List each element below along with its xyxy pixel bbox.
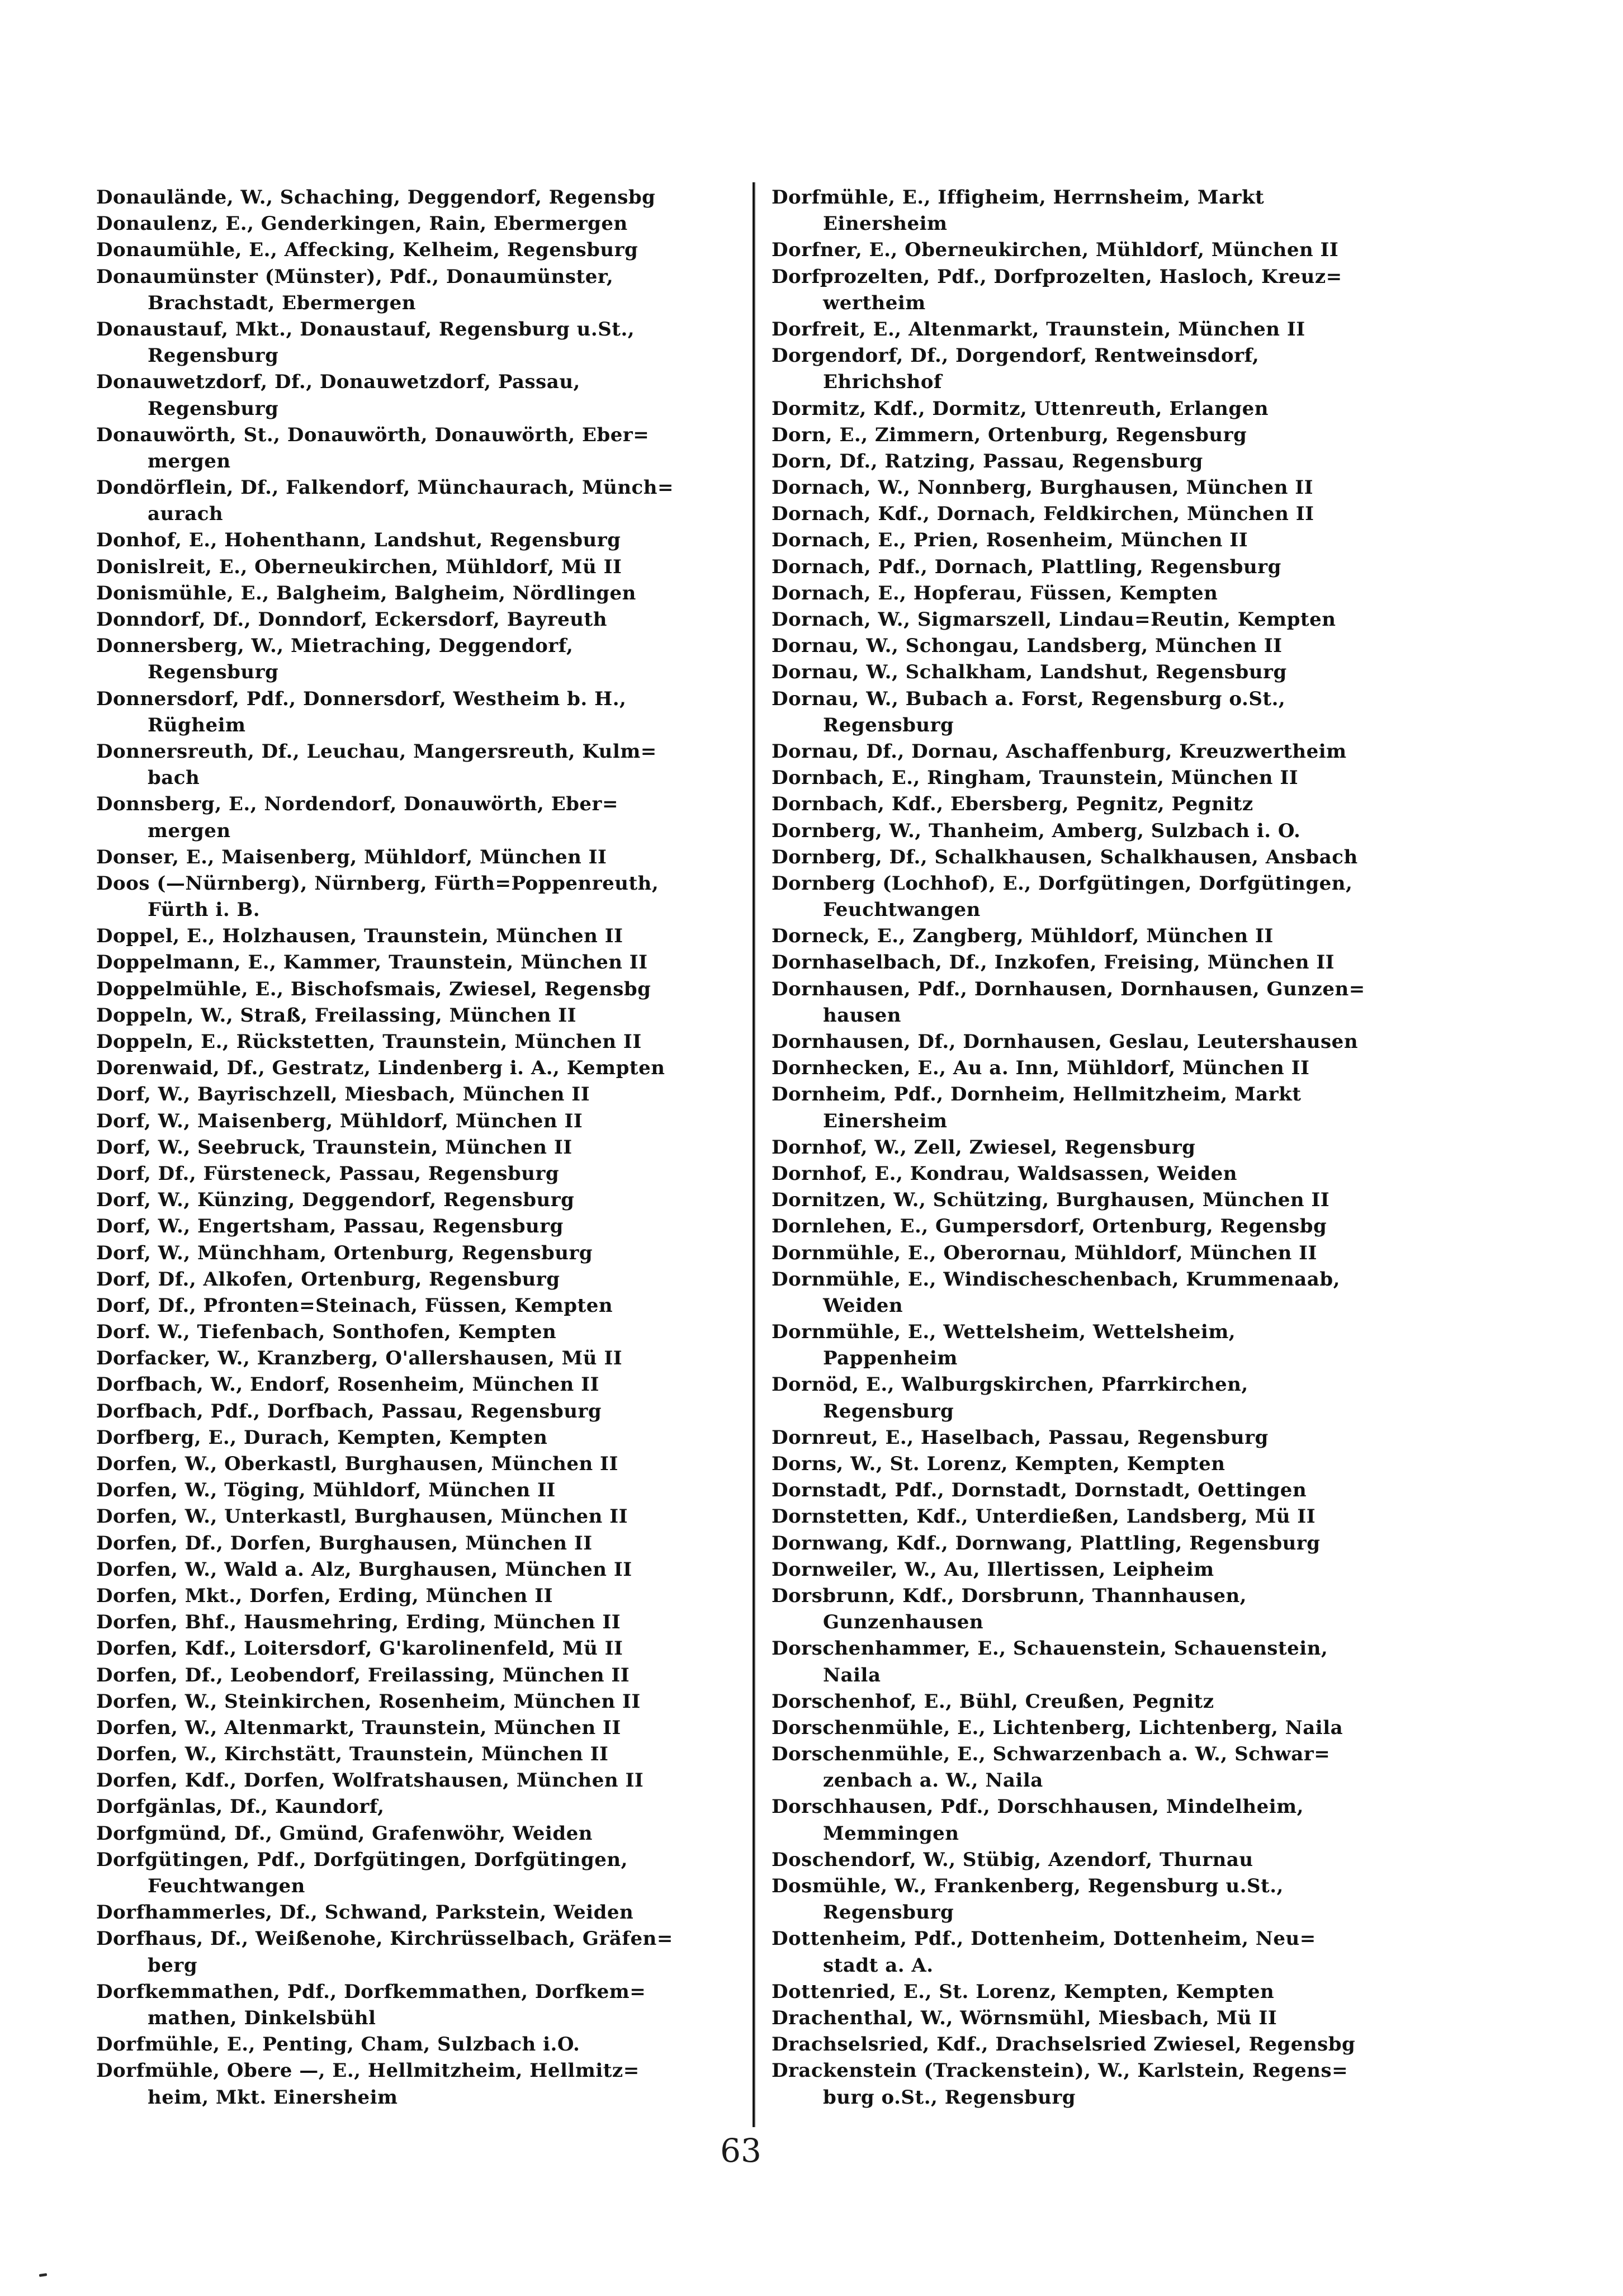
entry-line: Doppeln, W., Straß, Freilassing, München II (96, 1004, 577, 1027)
entry-line: Dormitz, Kdf., Dormitz, Uttenreuth, Erlangen (772, 397, 1269, 420)
entry-continuation-line: Feuchtwangen (148, 1875, 305, 1897)
entry-continuation-line: Weiden (823, 1294, 903, 1317)
entry-line: Donauwörth, St., Donauwörth, Donauwörth, Eber= (96, 423, 650, 446)
entry-continuation-line: zenbach a. W., Naila (823, 1769, 1043, 1792)
entry-line: Dorfberg, E., Durach, Kempten, Kempten (96, 1426, 548, 1449)
entry-line: Dorf, W., Maisenberg, Mühldorf, München II (96, 1109, 583, 1132)
entry-line: Dornstetten, Kdf., Unterdießen, Landsberg, Mü II (772, 1505, 1316, 1528)
entry-continuation-line: aurach (148, 503, 224, 526)
entry-line: Dornach, W., Sigmarszell, Lindau=Reutin, Kempten (772, 608, 1336, 631)
entry-line: Doppel, E., Holzhausen, Traunstein, München II (96, 925, 623, 948)
entry-line: Dondörflein, Df., Falkendorf, Münchaurach, Münch= (96, 476, 674, 499)
entry-line: Dorfen, Mkt., Dorfen, Erding, München II (96, 1584, 553, 1607)
entry-line: Dornitzen, W., Schützing, Burghausen, München II (772, 1189, 1330, 1212)
entry-line: Donauwetzdorf, Df., Donauwetzdorf, Passau, (96, 371, 580, 394)
entry-line: Dorfmühle, E., Penting, Cham, Sulzbach i.O. (96, 2033, 580, 2056)
entry-line: Drachenthal, W., Wörnsmühl, Miesbach, Mü II (772, 2006, 1277, 2029)
entry-line: Dorneck, E., Zangberg, Mühldorf, München II (772, 925, 1274, 948)
entry-line: Doppelmann, E., Kammer, Traunstein, München II (96, 951, 648, 974)
entry-line: Dorschenmühle, E., Schwarzenbach a. W., Schwar= (772, 1743, 1331, 1766)
entry-line: Dorfbach, W., Endorf, Rosenheim, München II (96, 1373, 599, 1396)
entry-line: Dorfen, Bhf., Hausmehring, Erding, München II (96, 1611, 621, 1634)
entry-line: Donaustauf, Mkt., Donaustauf, Regensburg u.St., (96, 318, 635, 341)
entry-line: Dorf, Df., Pfronten=Steinach, Füssen, Kempten (96, 1294, 613, 1317)
entry-line: Dorfbach, Pdf., Dorfbach, Passau, Regensburg (96, 1400, 602, 1423)
entry-line: Dornmühle, E., Wettelsheim, Wettelsheim, (772, 1321, 1236, 1344)
entry-continuation-line: Ehrichshof (823, 371, 943, 394)
entry-continuation-line: Brachstadt, Ebermergen (148, 291, 417, 314)
entry-line: Dornweiler, W., Au, Illertissen, Leipheim (772, 1558, 1214, 1581)
entry-line: Dornmühle, E., Oberornau, Mühldorf, München II (772, 1241, 1317, 1264)
entry-line: Dornhausen, Pdf., Dornhausen, Dornhausen, Gunzen= (772, 977, 1365, 1000)
entry-line: Dorfen, W., Kirchstätt, Traunstein, München II (96, 1743, 609, 1766)
entry-line: Donser, E., Maisenberg, Mühldorf, München II (96, 845, 607, 868)
entry-line: Donaulenz, E., Genderkingen, Rain, Ebermergen (96, 212, 628, 235)
entry-continuation-line: Pappenheim (823, 1347, 958, 1370)
entry-line: Dorfmühle, Obere —, E., Hellmitzheim, Hellmitz= (96, 2059, 640, 2082)
entry-continuation-line: Feuchtwangen (823, 899, 981, 922)
entry-line: Dornau, W., Schalkham, Landshut, Regensburg (772, 661, 1287, 684)
entry-line: Dorfmühle, E., Iffigheim, Herrnsheim, Markt (772, 186, 1265, 209)
entry-line: Dorschenhof, E., Bühl, Creußen, Pegnitz (772, 1690, 1214, 1713)
entry-line: Dorschhausen, Pdf., Dorschhausen, Mindelheim, (772, 1796, 1304, 1818)
entry-line: Dorfreit, E., Altenmarkt, Traunstein, München II (772, 318, 1305, 341)
entry-continuation-line: Regensburg (148, 397, 279, 420)
entry-continuation-line: berg (148, 1954, 198, 1977)
entry-continuation-line: Regensburg (823, 714, 954, 736)
entry-line: Dorfen, W., Steinkirchen, Rosenheim, München II (96, 1690, 641, 1713)
entry-continuation-line: Regensburg (823, 1400, 954, 1423)
entry-line: Dorgendorf, Df., Dorgendorf, Rentweinsdorf, (772, 344, 1260, 367)
entry-line: Donaumühle, E., Affecking, Kelheim, Regensburg (96, 239, 638, 262)
entry-line: Dornhof, E., Kondrau, Waldsassen, Weiden (772, 1162, 1237, 1185)
entry-line: Dorn, E., Zimmern, Ortenburg, Regensburg (772, 423, 1247, 446)
entry-continuation-line: Regensburg (148, 344, 279, 367)
entry-line: Dornberg, Df., Schalkhausen, Schalkhausen, Ansbach (772, 845, 1358, 868)
entry-line: Dornöd, E., Walburgskirchen, Pfarrkirchen, (772, 1373, 1248, 1396)
entry-line: Donnsberg, E., Nordendorf, Donauwörth, Eber= (96, 793, 618, 816)
entry-continuation-line: mergen (148, 450, 231, 473)
page-number: 63 (720, 2132, 761, 2170)
entry-line: Dornreut, E., Haselbach, Passau, Regensburg (772, 1426, 1269, 1449)
entry-line: Dornau, Df., Dornau, Aschaffenburg, Kreuzwertheim (772, 740, 1347, 763)
entry-line: Donaulände, W., Schaching, Deggendorf, Regensbg (96, 186, 656, 209)
entry-line: Dornach, W., Nonnberg, Burghausen, München II (772, 476, 1314, 499)
entry-line: Donaumünster (Münster), Pdf., Donaumünster, (96, 265, 614, 288)
entry-line: Doppelmühle, E., Bischofsmais, Zwiesel, Regensbg (96, 977, 651, 1000)
entry-line: Donnersberg, W., Mietraching, Deggendorf, (96, 635, 574, 658)
entry-line: Dornach, Kdf., Dornach, Feldkirchen, München II (772, 503, 1314, 526)
entry-continuation-line: Rügheim (148, 714, 246, 736)
entry-line: Donislreit, E., Oberneukirchen, Mühldorf, Mü II (96, 555, 622, 578)
entry-line: Dorfprozelten, Pdf., Dorfprozelten, Hasloch, Kreuz= (772, 265, 1342, 288)
entry-line: Dornhaselbach, Df., Inzkofen, Freising, München II (772, 951, 1335, 974)
entry-line: Dornau, W., Schongau, Landsberg, München II (772, 635, 1283, 658)
entry-line: Donnersreuth, Df., Leuchau, Mangersreuth, Kulm= (96, 740, 657, 763)
entry-line: Donnersdorf, Pdf., Donnersdorf, Westheim b. H., (96, 687, 627, 710)
entry-continuation-line: hausen (823, 1004, 901, 1027)
entry-line: Dorf, Df., Alkofen, Ortenburg, Regensburg (96, 1268, 560, 1291)
entry-line: Dornbach, E., Ringham, Traunstein, München II (772, 767, 1299, 790)
entry-line: Dorenwaid, Df., Gestratz, Lindenberg i. A., Kempten (96, 1057, 665, 1080)
entry-line: Dosmühle, W., Frankenberg, Regensburg u.St., (772, 1875, 1284, 1897)
entry-line: Dornberg, W., Thanheim, Amberg, Sulzbach i. O. (772, 819, 1301, 842)
entry-line: Dornau, W., Bubach a. Forst, Regensburg o.St., (772, 687, 1286, 710)
entry-line: Dorf, W., Bayrischzell, Miesbach, München II (96, 1083, 590, 1106)
entry-line: Dornhecken, E., Au a. Inn, Mühldorf, München II (772, 1057, 1310, 1080)
entry-line: Drachselsried, Kdf., Drachselsried Zwiesel, Regensbg (772, 2033, 1356, 2056)
entry-line: Dorfgmünd, Df., Gmünd, Grafenwöhr, Weiden (96, 1822, 593, 1845)
entry-line: Dottenheim, Pdf., Dottenheim, Dottenheim, Neu= (772, 1927, 1316, 1950)
entry-line: Dorf, W., Engertsham, Passau, Regensburg (96, 1215, 564, 1238)
entry-line: Dorfen, W., Töging, Mühldorf, München II (96, 1479, 556, 1502)
entry-line: Donhof, E., Hohenthann, Landshut, Regensburg (96, 529, 621, 552)
entry-line: Dornmühle, E., Windischeschenbach, Krummenaab, (772, 1268, 1340, 1291)
entry-line: Dorf, W., Münchham, Ortenburg, Regensburg (96, 1241, 593, 1264)
entry-line: Dorn, Df., Ratzing, Passau, Regensburg (772, 450, 1203, 473)
entry-line: Dornach, E., Hopferau, Füssen, Kempten (772, 582, 1218, 604)
entry-line: Dorf, W., Seebruck, Traunstein, München II (96, 1136, 572, 1159)
entry-line: Dorfen, Kdf., Loitersdorf, G'karolinenfeld, Mü II (96, 1637, 623, 1660)
entry-line: Dornberg (Lochhof), E., Dorfgütingen, Dorfgütingen, (772, 872, 1353, 895)
entry-continuation-line: mathen, Dinkelsbühl (148, 2006, 376, 2029)
entry-line: Dorfen, W., Wald a. Alz, Burghausen, München II (96, 1558, 632, 1581)
entry-continuation-line: bach (148, 767, 200, 790)
entry-continuation-line: Regensburg (823, 1901, 954, 1924)
entry-line: Dornhof, W., Zell, Zwiesel, Regensburg (772, 1136, 1196, 1159)
entry-line: Dorf, W., Künzing, Deggendorf, Regensburg (96, 1189, 575, 1212)
right-column (772, 185, 1473, 2111)
entry-line: Drackenstein (Trackenstein), W., Karlstein, Regens= (772, 2059, 1348, 2082)
entry-line: Doschendorf, W., Stübig, Azendorf, Thurnau (772, 1848, 1253, 1871)
entry-line: Dorfen, W., Altenmarkt, Traunstein, München II (96, 1716, 621, 1739)
entry-continuation-line: wertheim (823, 291, 926, 314)
entry-line: Dorschenhammer, E., Schauenstein, Schauenstein, (772, 1637, 1328, 1660)
entry-line: Dorfacker, W., Kranzberg, O'allershausen, Mü II (96, 1347, 623, 1370)
entry-line: Dorfen, Df., Leobendorf, Freilassing, München II (96, 1664, 630, 1686)
entry-line: Dorfhammerles, Df., Schwand, Parkstein, Weiden (96, 1901, 634, 1924)
entry-continuation-line: Naila (823, 1664, 881, 1686)
entry-line: Dorf. W., Tiefenbach, Sonthofen, Kempten (96, 1321, 557, 1344)
entry-line: Dorfen, Kdf., Dorfen, Wolfratshausen, München II (96, 1769, 644, 1792)
entry-continuation-line: mergen (148, 819, 231, 842)
entry-line: Dorfkemmathen, Pdf., Dorfkemmathen, Dorfkem= (96, 1980, 646, 2003)
entry-line: Dorfgänlas, Df., Kaundorf, (96, 1796, 385, 1818)
entry-line: Dorfen, W., Unterkastl, Burghausen, München II (96, 1505, 628, 1528)
print-artifact-speck (39, 2273, 48, 2277)
entry-line: Doos (—Nürnberg), Nürnberg, Fürth=Poppenreuth, (96, 872, 659, 895)
entry-line: Dorfgütingen, Pdf., Dorfgütingen, Dorfgütingen, (96, 1848, 628, 1871)
column-divider-rule (753, 182, 755, 2127)
entry-continuation-line: stadt a. A. (823, 1954, 934, 1977)
entry-line: Dornlehen, E., Gumpersdorf, Ortenburg, Regensbg (772, 1215, 1327, 1238)
entry-line: Dornwang, Kdf., Dornwang, Plattling, Regensburg (772, 1532, 1321, 1555)
entry-line: Donndorf, Df., Donndorf, Eckersdorf, Bayreuth (96, 608, 607, 631)
entry-line: Doppeln, E., Rückstetten, Traunstein, München II (96, 1031, 642, 1053)
entry-line: Dorsbrunn, Kdf., Dorsbrunn, Thannhausen, (772, 1584, 1247, 1607)
entry-continuation-line: burg o.St., Regensburg (823, 2086, 1076, 2109)
entry-line: Dornbach, Kdf., Ebersberg, Pegnitz, Pegnitz (772, 793, 1253, 816)
entry-line: Dornheim, Pdf., Dornheim, Hellmitzheim, Markt (772, 1083, 1302, 1106)
entry-line: Dorschenmühle, E., Lichtenberg, Lichtenberg, Naila (772, 1716, 1343, 1739)
entry-line: Dorfen, W., Oberkastl, Burghausen, München II (96, 1453, 618, 1475)
entry-line: Dorns, W., St. Lorenz, Kempten, Kempten (772, 1453, 1225, 1475)
entry-line: Dornach, E., Prien, Rosenheim, München II (772, 529, 1248, 552)
entry-continuation-line: Einersheim (823, 1109, 948, 1132)
entry-line: Dottenried, E., St. Lorenz, Kempten, Kempten (772, 1980, 1275, 2003)
entry-line: Donismühle, E., Balgheim, Balgheim, Nördlingen (96, 582, 636, 604)
entry-continuation-line: Regensburg (148, 661, 279, 684)
entry-line: Dorfhaus, Df., Weißenohe, Kirchrüsselbach, Gräfen= (96, 1927, 673, 1950)
entry-line: Dorfen, Df., Dorfen, Burghausen, München II (96, 1532, 593, 1555)
entry-line: Dorfner, E., Oberneukirchen, Mühldorf, München II (772, 239, 1339, 262)
entry-continuation-line: Einersheim (823, 212, 948, 235)
entry-line: Dornstadt, Pdf., Dornstadt, Dornstadt, Oettingen (772, 1479, 1307, 1502)
entry-continuation-line: Fürth i. B. (148, 899, 261, 922)
entry-line: Dornhausen, Df., Dornhausen, Geslau, Leutershausen (772, 1031, 1359, 1053)
entry-line: Dorf, Df., Fürsteneck, Passau, Regensburg (96, 1162, 560, 1185)
left-column (96, 185, 747, 2111)
entry-continuation-line: heim, Mkt. Einersheim (148, 2086, 398, 2109)
entry-continuation-line: Memmingen (823, 1822, 959, 1845)
entry-line: Dornach, Pdf., Dornach, Plattling, Regensburg (772, 555, 1281, 578)
entry-continuation-line: Gunzenhausen (823, 1611, 984, 1634)
